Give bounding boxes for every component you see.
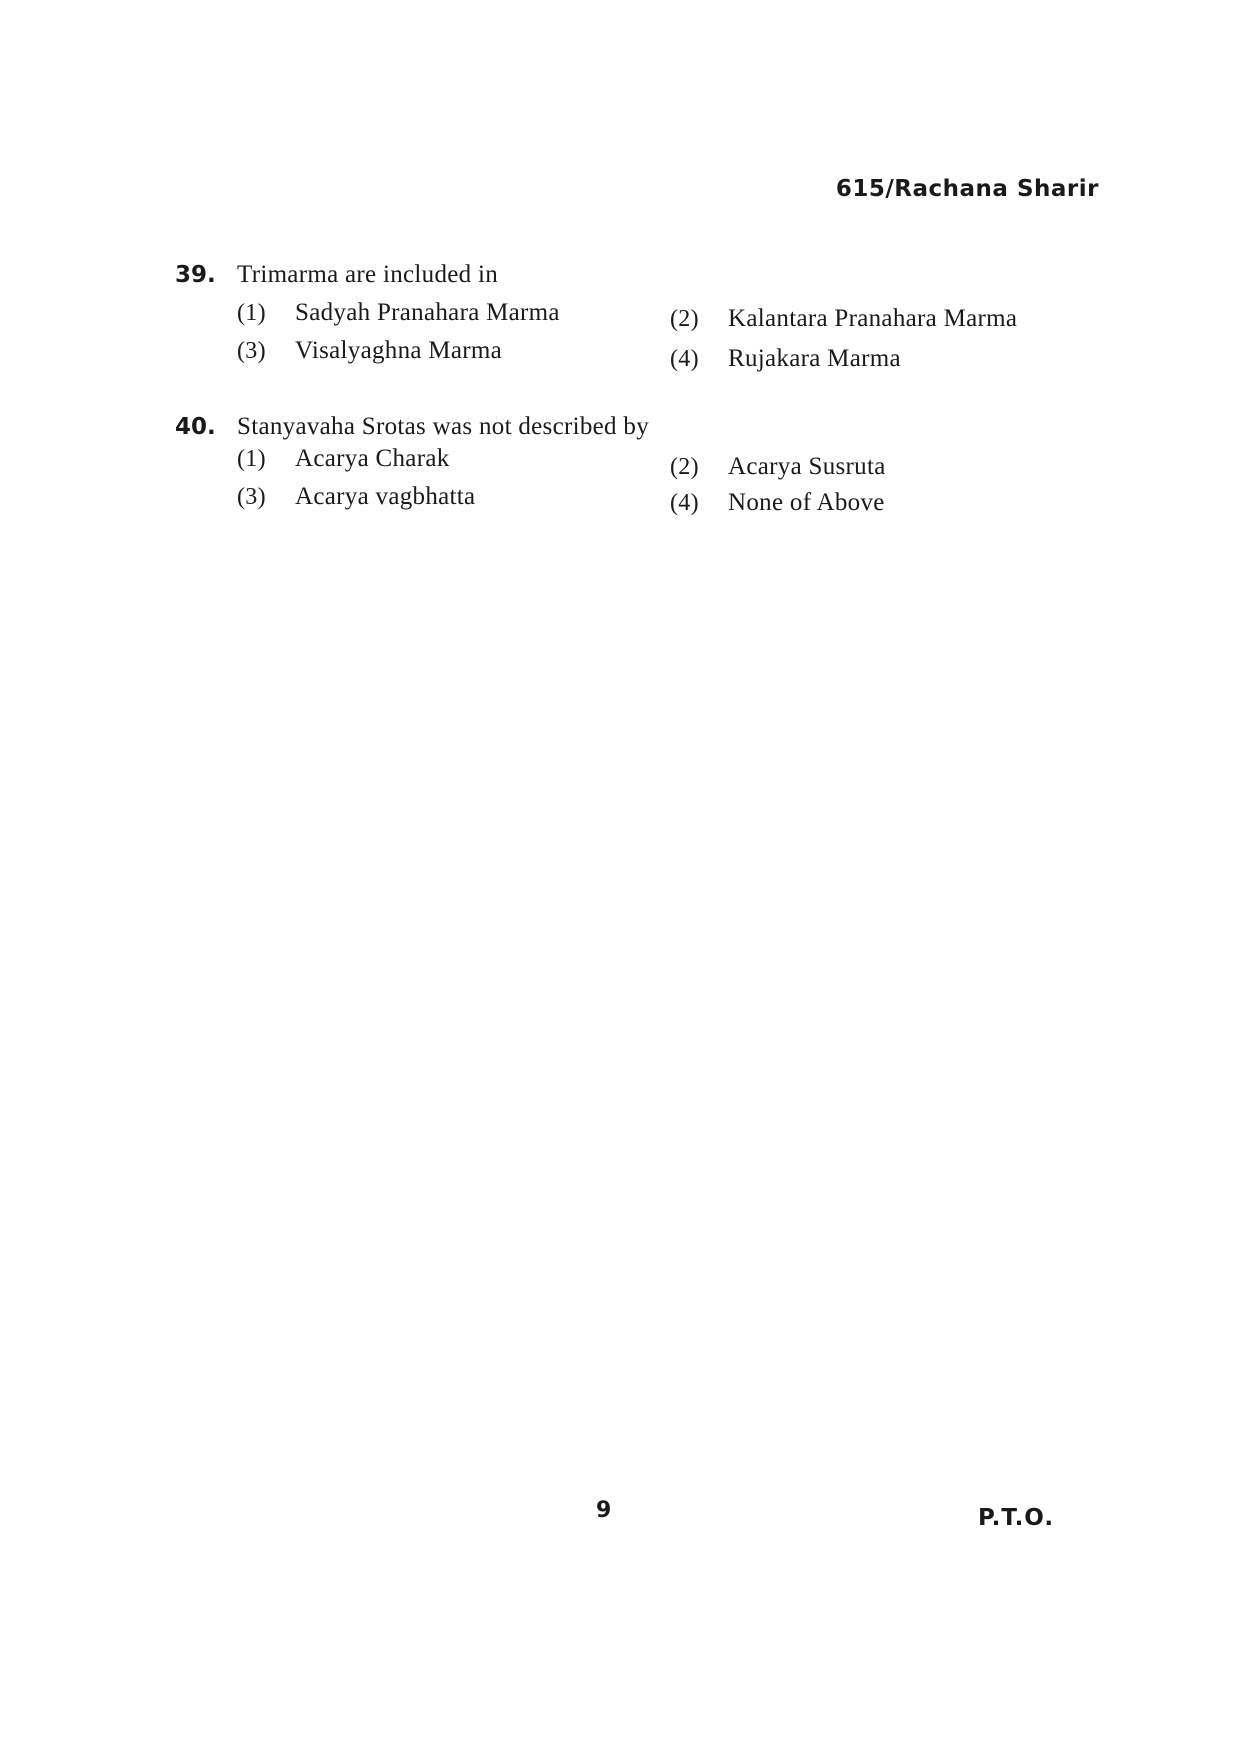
option-number: (2) <box>670 454 699 480</box>
option-number: (1) <box>237 300 266 326</box>
question-40 <box>175 413 1105 525</box>
option-number: (1) <box>237 446 266 472</box>
option-number: (3) <box>237 484 266 510</box>
option-1 <box>237 299 560 327</box>
option-text: Acarya Susruta <box>728 453 886 480</box>
option-text: Acarya Charak <box>295 445 450 472</box>
option-4 <box>670 489 885 517</box>
options-list <box>237 299 1105 379</box>
option-text: Sadyah Pranahara Marma <box>295 299 560 326</box>
option-text: Acarya vagbhatta <box>295 483 476 510</box>
question-39 <box>175 261 1105 379</box>
question-number: 40. <box>175 414 216 440</box>
option-number: (3) <box>237 338 266 364</box>
page-number: 9 <box>596 1498 612 1523</box>
option-text: Rujakara Marma <box>728 345 901 372</box>
question-text: Trimarma are included in <box>237 261 499 288</box>
option-text: Visalyaghna Marma <box>295 337 503 364</box>
option-text: Kalantara Pranahara Marma <box>728 305 1018 332</box>
question-stem <box>175 413 1105 441</box>
option-2 <box>670 453 886 481</box>
option-number: (2) <box>670 306 699 332</box>
paper-code-header: 615/Rachana Sharir <box>835 176 1099 202</box>
question-text: Stanyavaha Srotas was not described by <box>237 413 649 440</box>
question-number: 39. <box>175 262 216 288</box>
option-number: (4) <box>670 490 699 516</box>
question-stem <box>175 261 1105 289</box>
option-3 <box>237 337 502 365</box>
option-text: None of Above <box>728 489 885 516</box>
option-2 <box>670 305 1017 333</box>
option-3 <box>237 483 475 511</box>
options-list <box>237 445 1105 525</box>
option-1 <box>237 445 450 473</box>
option-4 <box>670 345 901 373</box>
please-turn-over-label: P.T.O. <box>978 1505 1055 1531</box>
option-number: (4) <box>670 346 699 372</box>
